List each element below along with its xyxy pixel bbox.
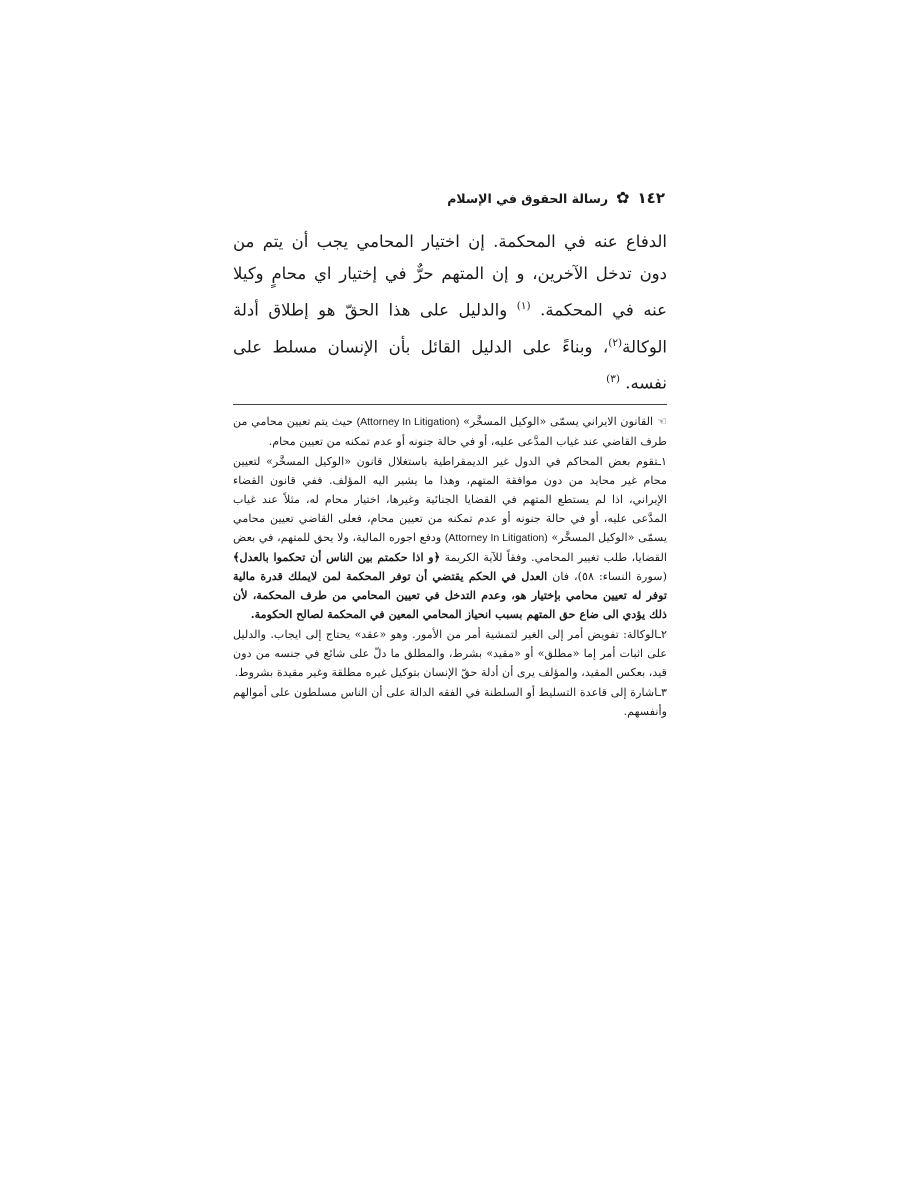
note-english-term: (Attorney In Litigation) xyxy=(356,416,460,428)
footnote-1-text-d: العدل في الحكم يقتضي أن توفر المحكمة لمن لايملك قدرة مالية توفر له تعيين محامي بإختيار هو، وعدم التدخل في تعيين المحامي من طرف المحكمة، لأن ذلك يؤدي الى ضاع حق المتهم بسبب انحياز المحامي المعين في المحكمة لصالح الحكومة. xyxy=(233,569,667,621)
footnote-1-text-c: (سورة النساء: ٥٨)، فان xyxy=(552,570,667,583)
flower-ornament-icon: ✿ xyxy=(616,188,630,207)
footnote-divider xyxy=(233,404,667,405)
footnote-2-text: الوكالة: تفويض أمر إلى الغير لتمشية أمر من الأمور. وهو «عقد» يحتاج إلى ايجاب. والدليل على اثبات أمر إما «مطلق» أو «مقيد» بشرط، والمطلق ما دلّ على شائع في جنسه من دون قيد، بعكس المقيد، والمؤلف يرى أن أدلة حقّ الإنسان بتوكيل غيره مطلقة وغير مقيدة بشروط. xyxy=(233,628,667,679)
footnote-3 xyxy=(233,683,667,721)
body-text-a: الدفاع عنه في المحكمة. إن اختيار المحامي يجب أن يتم من دون تدخل الآخرين، و إن المتهم حرٌّ في إختيار اي محامٍ وكيلا عنه في المحكمة. xyxy=(233,232,667,320)
pointing-hand-icon: ☜ xyxy=(657,415,667,428)
footnote-ref-2: (٢) xyxy=(608,336,623,349)
footnotes-section xyxy=(233,412,667,722)
footnote-2 xyxy=(233,625,667,682)
footnote-3-text: اشارة إلى قاعدة التسليط أو السلطنة في الفقه الدالة على أن الناس مسلطون على أموالهم وأنفسهم. xyxy=(233,686,667,718)
footnote-3-number: ٣ـ xyxy=(657,686,667,699)
body-text-b: والدليل على هذا الحقّ هو إطلاق أدلة الوكالة xyxy=(233,300,667,356)
footnote-1-number: ١ـ xyxy=(657,455,667,468)
footnote-2-number: ٢ـ xyxy=(657,628,667,641)
book-title: رسالة الحقوق في الإسلام xyxy=(447,190,609,206)
note-text-b: حيث يتم تعيين محامي من طرف القاضي عند غياب المدَّعى عليه، أو في حالة جنونه أو عدم تمكنه من تعيين محام. xyxy=(233,415,667,448)
note-text-a: القانون الايراني يسمّى «الوكيل المسخَّر» xyxy=(463,415,654,428)
translator-note xyxy=(233,412,667,451)
footnote-1-verse: ﴿و اذا حكمتم بين الناس أن تحكموا بالعدل﴾ xyxy=(233,550,441,564)
footnote-ref-1: (١) xyxy=(516,300,531,312)
footnote-1-english-term: (Attorney In Litigation) xyxy=(444,532,548,544)
footnote-1 xyxy=(233,452,667,624)
page-number: ١٤٢ xyxy=(637,189,665,207)
footnote-1-text-a: تقوم بعض المحاكم في الدول غير الديمقراطية باستغلال قانون «الوكيل المسخَّر» لتعيين محام غير محايد من دون موافقة المتهم، وهذا ما يشير اليه المؤلف. ففي قانون القضاء الإيراني، اذا لم يستطع المتهم في القضايا الجنائية وغيرها، اختيار محام له، مثلاً عند غياب المدَّعى عليه، أو في حالة جنونه أو عدم تمكنه من تعيين محام، فعلى القاضي تعيين محامي يسمّى «الوكيل المسخَّر» xyxy=(233,455,667,544)
body-text-c: ، وبناءً على الدليل القائل بأن الإنسان مسلط على نفسه. xyxy=(233,337,667,393)
main-paragraph xyxy=(233,226,667,400)
footnote-1-text-b: ودفع اجوره المالية، ولا يحق للمتهم، في بعض القضايا، طلب تغيير المحامي. وفقاً للآية الكريمة xyxy=(233,531,667,564)
footnote-ref-3: (٣) xyxy=(606,373,620,385)
running-header xyxy=(235,186,665,210)
